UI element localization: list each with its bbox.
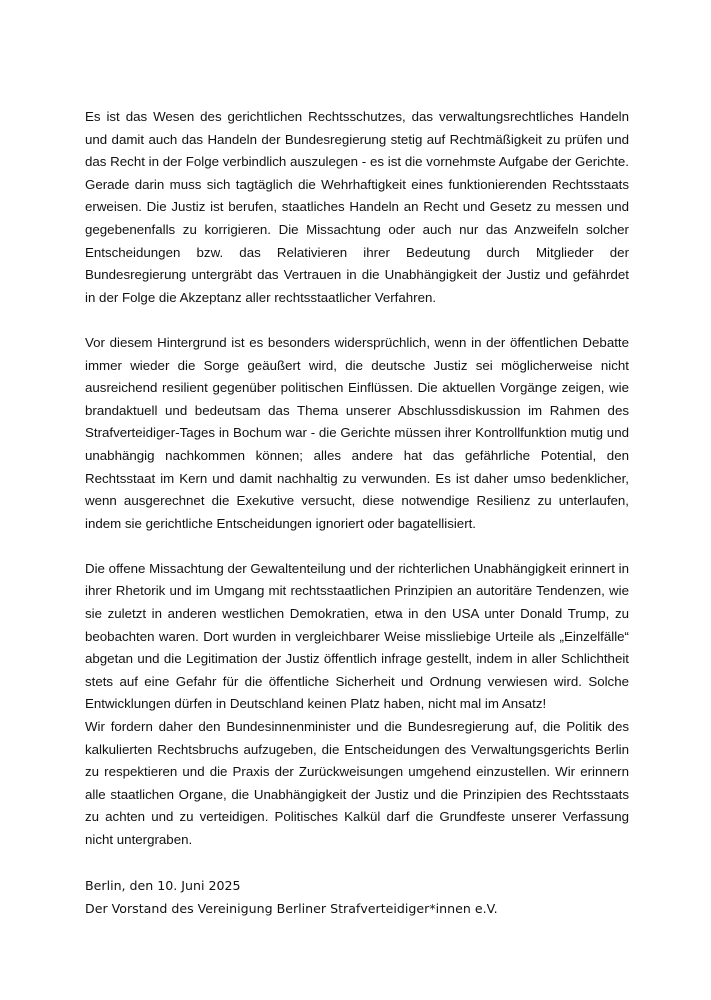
- document-page: [85, 106, 629, 920]
- paragraph-rule-of-law: Es ist das Wesen des gerichtlichen Rechtsschutzes, das verwaltungsrechtliches Handeln und damit auch das Handeln der Bundesregierung stetig auf Rechtmäßigkeit zu prüfen und das Recht in der Folge verbindlich auszulegen - es ist die vornehmste Aufgabe der Gerichte. Gerade darin muss sich tagtäglich die Wehrhaftigkeit eines funktionierenden Rechtsstaats erweisen. Die Justiz ist berufen, staatliches Handeln an Recht und Gesetz zu messen und gegebenenfalls zu korrigieren. Die Missachtung oder auch nur das Anzweifeln solcher Entscheidungen bzw. das Relativieren ihrer Bedeutung durch Mitglieder der Bundesregierung untergräbt das Vertrauen in die Unabhängigkeit der Justiz und gefährdet in der Folge die Akzeptanz aller rechtsstaatlicher Verfahren.: [85, 109, 629, 305]
- signatory: Der Vorstand des Vereinigung Berliner Strafverteidiger*innen e.V.: [85, 901, 498, 917]
- place-date: Berlin, den 10. Juni 2025: [85, 878, 241, 894]
- paragraph-demands: Wir fordern daher den Bundesinnenminister und die Bundesregierung auf, die Politik des kalkulierten Rechtsbruchs aufzugeben, die Entscheidungen des Verwaltungsgerichts Berlin zu respektieren und die Praxis der Zurückweisungen umgehend einzustellen. Wir erinnern alle staatlichen Organe, die Unabhängigkeit der Justiz und die Prinzipien des Rechtsstaats zu achten und zu verteidigen. Politisches Kalkül darf die Grundfeste unserer Verfassung nicht untergraben.: [85, 719, 629, 847]
- paragraph-authoritarian-tendencies: Die offene Missachtung der Gewaltenteilung und der richterlichen Unabhängigkeit erinnert in ihrer Rhetorik und im Umgang mit rechtsstaatlichen Prinzipien an autoritäre Tendenzen, wie sie zuletzt in anderen westlichen Demokratien, etwa in den USA unter Donald Trump, zu beobachten waren. Dort wurden in vergleichbarer Weise missliebige Urteile als „Einzelfälle“ abgetan und die Legitimation der Justiz öffentlich infrage gestellt, indem in aller Schlichtheit stets auf eine Gefahr für die öffentliche Sicherheit und Ordnung verwiesen wird. Solche Entwicklungen dürfen in Deutschland keinen Platz haben, nicht mal im Ansatz!: [85, 560, 629, 712]
- paragraph-resilience: Vor diesem Hintergrund ist es besonders widersprüchlich, wenn in der öffentlichen Debatte immer wieder die Sorge geäußert wird, die deutsche Justiz sei möglicherweise nicht ausreichend resilient gegenüber politischen Einflüssen. Die aktuellen Vorgänge zeigen, wie brandaktuell und bedeutsam das Thema unserer Abschlussdiskussion im Rahmen des Strafverteidiger-Tages in Bochum war - die Gerichte müssen ihrer Kontrollfunktion mutig und unabhängig nachkommen können; alles andere hat das gefährliche Potential, den Rechtsstaat im Kern und damit nachhaltig zu verwunden. Es ist daher umso bedenklicher, wenn ausgerechnet die Exekutive versucht, diese notwendige Resilienz zu unterlaufen, indem sie gerichtliche Entscheidungen ignoriert oder bagatellisiert.: [85, 334, 629, 531]
- signature-block: [85, 874, 629, 920]
